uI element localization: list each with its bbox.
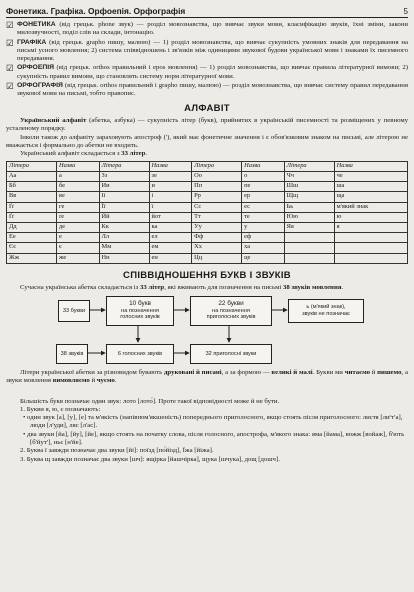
- letter-name-cell: ха: [242, 243, 285, 253]
- text: друковані й писані: [163, 368, 222, 376]
- box-label: 32 приголосні звуки: [205, 350, 257, 357]
- ratio-sounds-count: 38 звуків мовлення: [282, 283, 342, 291]
- letter-cell: [284, 233, 334, 243]
- alphabet-count: 33 літер: [121, 149, 146, 157]
- text: , а за формою —: [221, 368, 272, 376]
- checkbox-icon: ☑: [6, 63, 14, 74]
- letter-name-cell: те: [242, 212, 285, 222]
- definition-item: [6, 39, 408, 63]
- letter-cell: Мм: [99, 243, 149, 253]
- letter-name-cell: ве: [57, 192, 100, 202]
- letter-cell: Лл: [99, 233, 149, 243]
- definition-item: [6, 64, 408, 80]
- definition-text: (від грецьк. orthos правильний і grapho пишу, малюю) — розділ мовознавства, що вивчає систему правил передавання звукової мови на письмі, тобто правопис.: [17, 82, 408, 98]
- box-10-vowel-letters: [106, 296, 174, 326]
- page: [6, 4, 408, 464]
- table-row: [7, 222, 408, 232]
- alphabet-count-end: .: [145, 149, 148, 157]
- checkbox-icon: ☑: [6, 37, 14, 48]
- letter-cell: Уу: [192, 222, 242, 232]
- table-header-cell: Літера: [284, 161, 334, 171]
- text: великі й малі: [271, 368, 313, 376]
- page-number: 5: [403, 7, 408, 16]
- text: , а звуки мовлення: [6, 368, 408, 384]
- letter-name-cell: еф: [242, 233, 285, 243]
- box-label: 33 букви: [62, 307, 86, 314]
- definitions-list: [6, 21, 408, 98]
- text: читаємо: [344, 368, 370, 376]
- letter-name-cell: че: [334, 172, 407, 182]
- box-label: голосних звуків: [120, 314, 160, 321]
- table-row: [7, 253, 408, 263]
- table-header-cell: Назва: [57, 161, 100, 171]
- letter-name-cell: ю: [334, 212, 407, 222]
- table-header-cell: Назва: [242, 161, 285, 171]
- table-header-cell: Назва: [334, 161, 407, 171]
- ratio-text-end: .: [341, 283, 344, 291]
- box-38-sounds: [56, 344, 88, 364]
- letter-name-cell: ге: [57, 202, 100, 212]
- box-6-vowel-sounds: [106, 344, 174, 364]
- letter-name-cell: [334, 233, 407, 243]
- box-33-letters: [58, 300, 90, 322]
- text: Літери української абетки за різновидом бувають: [20, 368, 164, 376]
- definition-term: ОРФОГРАФІЯ: [17, 82, 63, 90]
- letter-name-cell: ер: [242, 192, 285, 202]
- table-header-cell: Літера: [192, 161, 242, 171]
- rule-item-1b: • два звуки [йа], [йу], [йе], якщо стоять на початку слова, після голосного, апострофа, м'якого знака: яма [йама], вожж [войаж], б'ють [б'йут'], ньє [н'йе].: [23, 430, 405, 447]
- ratio-paragraph-1: [6, 284, 408, 292]
- letter-name-cell: де: [57, 222, 100, 232]
- letter-cell: Єє: [7, 243, 57, 253]
- letter-cell: Бб: [7, 182, 57, 192]
- letter-name-cell: йот: [149, 212, 192, 222]
- text: й: [369, 368, 378, 376]
- letter-cell: Дд: [7, 222, 57, 232]
- letter-cell: Оо: [192, 172, 242, 182]
- letter-cell: Кк: [99, 222, 149, 232]
- letter-name-cell: ґе: [57, 212, 100, 222]
- letter-name-cell: ща: [334, 192, 407, 202]
- table-row: [7, 233, 408, 243]
- box-label: звуків не позначає: [302, 310, 350, 317]
- letter-cell: Яя: [284, 222, 334, 232]
- letter-name-cell: о: [242, 172, 285, 182]
- definition-term: ГРАФІКА: [17, 38, 47, 46]
- checkbox-icon: ☑: [6, 81, 14, 92]
- letter-name-cell: ем: [149, 243, 192, 253]
- letter-cell: Пп: [192, 182, 242, 192]
- letter-cell: Аа: [7, 172, 57, 182]
- text: чуємо: [96, 376, 115, 384]
- letter-name-cell: ї: [149, 202, 192, 212]
- ratio-text-b: , які вживають для позначення на письмі: [164, 283, 283, 291]
- definition-text: (від грецьк. phone звук) — розділ мовознавства, що вивчає звуки мови, класифікацію звуків, їхні зміни, закони милозвучності, поділ слів на склади, інтонацію.: [17, 21, 408, 37]
- letter-cell: Зз: [99, 172, 149, 182]
- letter-name-cell: у: [242, 222, 285, 232]
- box-label: ь (м'який знак),: [306, 304, 346, 311]
- letter-name-cell: зе: [149, 172, 192, 182]
- letter-name-cell: [334, 253, 407, 263]
- box-label: 10 букв: [129, 300, 151, 308]
- ratio-rules-list: [6, 398, 408, 464]
- running-header: [6, 4, 408, 18]
- letter-name-cell: и: [149, 182, 192, 192]
- letter-name-cell: а: [57, 172, 100, 182]
- text: .: [114, 376, 117, 384]
- letter-cell: Ее: [7, 233, 57, 243]
- box-label: на позначення: [121, 307, 159, 314]
- letter-name-cell: е: [57, 233, 100, 243]
- section-title-ratio: СПІВВІДНОШЕННЯ БУКВ І ЗВУКІВ: [123, 269, 291, 281]
- letter-cell: Сс: [192, 202, 242, 212]
- ratio-paragraph-3: Більшість букв позначає один звук: лото [лото́]. Проте такої відповідності може й не бути.: [20, 397, 280, 405]
- letter-cell: Вв: [7, 192, 57, 202]
- letter-name-cell: ес: [242, 202, 285, 212]
- letter-name-cell: ел: [149, 233, 192, 243]
- letter-cell: Тт: [192, 212, 242, 222]
- letter-name-cell: м'який знак: [334, 202, 407, 212]
- table-header-cell: Літера: [99, 161, 149, 171]
- box-soft-sign: [288, 299, 364, 323]
- box-32-consonant-sounds: [190, 344, 272, 364]
- alphabet-definition: (абетка, азбука) — сукупність літер (букв), прийнятих в українській писемності та розміщених у певному усталеному порядку.: [6, 117, 408, 133]
- letter-cell: Ґґ: [7, 202, 57, 212]
- definition-item: [6, 82, 408, 98]
- box-label: 22 букви: [218, 300, 244, 308]
- letter-cell: Шш: [284, 182, 334, 192]
- rule-item-1a: • один звук [а], [у], [е] та м'якість (напівпом'якшеність) попереднього приголосного, якщо стоять після приголосного: листя [лиᶜт'а], люди [л'уди], ляс [л'ас].: [23, 414, 403, 430]
- letter-name-cell: же: [57, 253, 100, 263]
- letter-cell: Ґґ: [7, 212, 57, 222]
- letter-name-cell: пе: [242, 182, 285, 192]
- letter-cell: Ьь: [284, 202, 334, 212]
- table-row: [7, 202, 408, 212]
- letter-cell: Нн: [99, 253, 149, 263]
- rule-item-3: 3. Буква щ завжди позначає два звуки [шч]: ящірка [йашчірка], щука [шчука], дощ [дошч].: [20, 455, 280, 463]
- text: вимовляємо: [52, 376, 90, 384]
- box-label: на позначення: [212, 307, 250, 314]
- definition-text: (від грецьк. orthos правильний і epos мовлення) — 1) розділ мовознавства, що вивчає правила літературної вимови; 2) сукупність правил вимови, що становлять систему норм літературної мови.: [17, 64, 408, 80]
- box-label: приголосних звуків: [206, 314, 256, 321]
- letter-name-cell: і: [149, 192, 192, 202]
- letter-cell: Іі: [99, 192, 149, 202]
- text: пишемо: [377, 368, 402, 376]
- table-row: [7, 243, 408, 253]
- letter-name-cell: це: [242, 253, 285, 263]
- alphabet-paragraph-1: [6, 117, 408, 133]
- letter-cell: Юю: [284, 212, 334, 222]
- letter-cell: Хх: [192, 243, 242, 253]
- text: . Букви ми: [312, 368, 345, 376]
- box-22-consonant-letters: [190, 296, 272, 326]
- table-row: [7, 182, 408, 192]
- letter-cell: Цц: [192, 253, 242, 263]
- section-title-alphabet: АЛФАВІТ: [184, 103, 230, 115]
- letter-cell: Її: [99, 202, 149, 212]
- letter-name-cell: [334, 243, 407, 253]
- letter-cell: Фф: [192, 233, 242, 243]
- table-row: [7, 172, 408, 182]
- table-header-cell: Назва: [149, 161, 192, 171]
- alphabet-term: Український алфавіт: [20, 117, 87, 125]
- ratio-letters-count: 33 літер: [140, 283, 165, 291]
- letter-cell: Чч: [284, 172, 334, 182]
- table-row: [7, 212, 408, 222]
- alphabet-paragraph-2: Інколи також до алфавіту зараховують апостроф ('), який має фонетичне значення і є обов'язковим знаком на письмі, але літерою не вважається і формально до абетки не входить.: [6, 133, 408, 149]
- box-label: 6 голосних звуків: [117, 350, 163, 357]
- letter-name-cell: я: [334, 222, 407, 232]
- letter-cell: Ии: [99, 182, 149, 192]
- letter-name-cell: є: [57, 243, 100, 253]
- ratio-paragraph-2: [6, 369, 408, 385]
- rule-item-1: 1. Букви я, ю, є позначають:: [20, 405, 101, 413]
- letter-cell: [284, 243, 334, 253]
- letter-cell: [284, 253, 334, 263]
- table-row: [7, 192, 408, 202]
- letter-name-cell: ен: [149, 253, 192, 263]
- text: й: [89, 376, 97, 384]
- header-title: Фонетика. Графіка. Орфоепія. Орфографія: [6, 6, 186, 16]
- letter-cell: Щщ: [284, 192, 334, 202]
- checkbox-icon: ☑: [6, 20, 14, 30]
- table-header-cell: Літера: [7, 161, 57, 171]
- box-label: 38 звуків: [60, 350, 84, 357]
- alphabet-count-text: Український алфавіт складається з: [20, 149, 122, 157]
- definition-term: ОРФОЕПІЯ: [17, 64, 55, 72]
- letter-name-cell: ша: [334, 182, 407, 192]
- letters-sounds-diagram: [6, 294, 408, 398]
- alphabet-table: [6, 161, 408, 264]
- alphabet-paragraph-3: [6, 150, 408, 158]
- letter-cell: Рр: [192, 192, 242, 202]
- letter-cell: Жж: [7, 253, 57, 263]
- letter-cell: Йй: [99, 212, 149, 222]
- letter-name-cell: ка: [149, 222, 192, 232]
- letter-name-cell: бе: [57, 182, 100, 192]
- definition-term: ФОНЕТИКА: [17, 21, 56, 28]
- ratio-text-a: Сучасна українська абетка складається із: [20, 283, 141, 291]
- definition-text: (від грецьк. grapho пишу, малюю) — 1) розділ мовознавства, що вивчає сукупність умовних знаків для передавання на письмі усного мовлення; 2) система співвідношень і зв'язків між одиницями звукової будови української мови і знаками їх писемного передавання.: [17, 38, 408, 62]
- rule-item-2: 2. Буква ї завжди позначає два звуки [йі]: поїзд [по́йізд], Їжа [йіжа].: [20, 447, 214, 455]
- definition-item: [6, 21, 408, 37]
